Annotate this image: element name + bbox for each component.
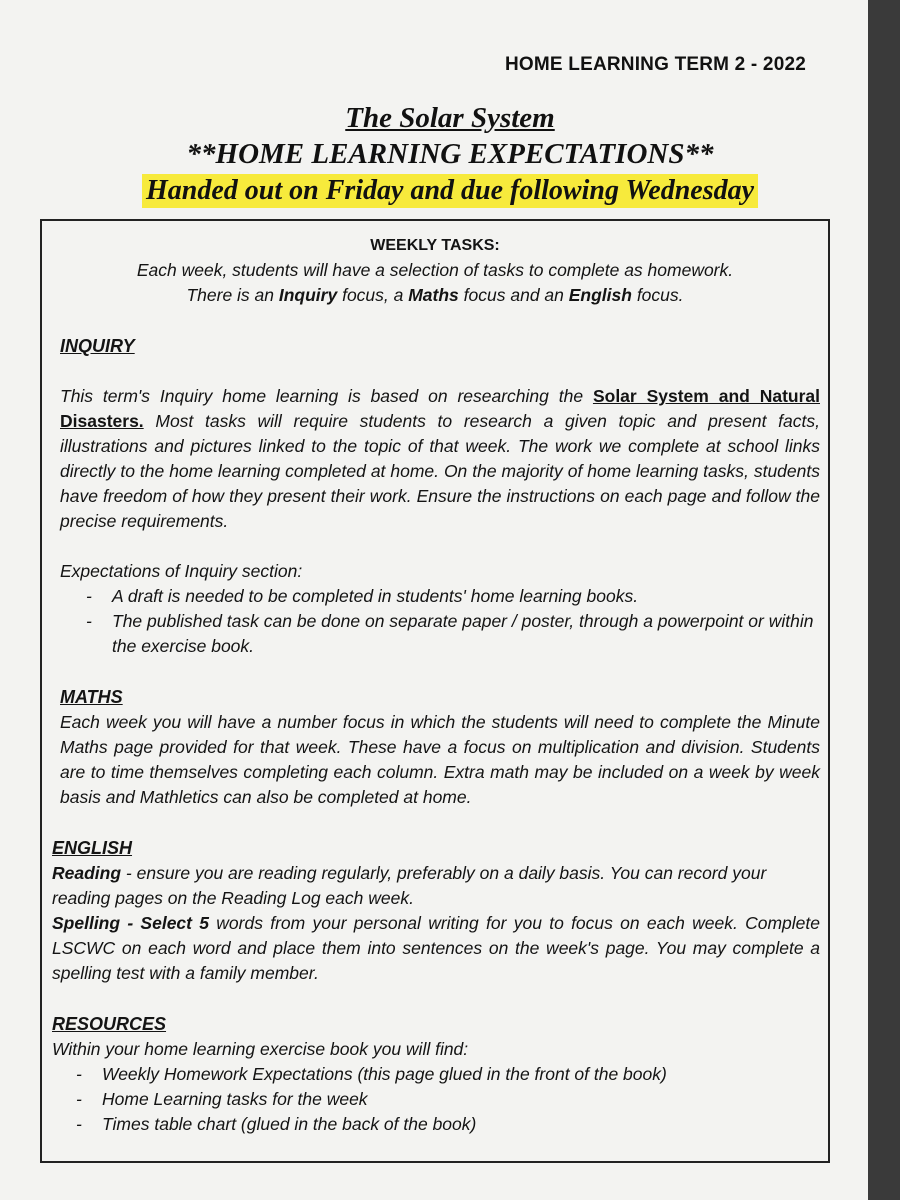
expectations-box [40,219,830,1163]
reading-paragraph [52,861,820,911]
text-fragment: focus. [631,285,684,305]
maths-focus-word: Maths [408,285,459,305]
due-date-highlight: Handed out on Friday and due following Wednesday [142,174,758,208]
text-fragment: There is an [186,285,279,305]
text-fragment: - ensure you are reading regularly, preferably on a daily basis. You can record your reading pages on the Reading Log each week. [52,863,767,908]
text-fragment: focus and an [458,285,569,305]
weekly-tasks-line1: Each week, students will have a selection of tasks to complete as homework. [136,260,734,280]
text-fragment: words from your personal writing for you to focus on each week. Complete LSCWC on each word and place them into sentences on the week's page. You may complete a spelling test with a family member. [52,913,820,983]
list-item: - Home Learning tasks for the week [76,1087,820,1112]
inquiry-paragraph [60,384,820,534]
list-item: - A draft is needed to be completed in students' home learning books. [86,584,820,609]
english-heading: ENGLISH [52,838,133,858]
text-fragment: Most tasks will require students to research a given topic and present facts, illustrations and pictures linked to the topic of that week. The work we complete at school links directly to the home learning completed at home. On the majority of home learning tasks, students have freedom of how they present their work. Ensure the instructions on each page and follow the precise requirements. [60,411,820,531]
spelling-paragraph [52,911,820,986]
inquiry-topic: Solar System and Natural Disasters. [60,386,820,431]
english-section [42,836,828,986]
resources-intro: Within your home learning exercise book you will find: [52,1039,469,1059]
resources-list [52,1062,820,1137]
text-fragment: This term's Inquiry home learning is based on researching the [60,386,593,406]
document-title: The Solar System [345,102,555,134]
reading-label: Reading [52,863,122,883]
list-item: - The published task can be done on separate paper / poster, through a powerpoint or within the exercise book. [86,609,820,659]
maths-paragraph: Each week you will have a number focus in which the students will need to complete the Minute Maths page provided for that week. These have a focus on multiplication and division. Students are to time themselves completing each column. Extra math may be included on a week by week basis and Mathletics can also be completed at home. [60,712,820,807]
title-block [0,100,900,208]
english-focus-word: English [568,285,632,305]
spelling-label: Spelling - Select 5 [52,913,209,933]
inquiry-heading: INQUIRY [60,336,135,356]
resources-section [42,1012,828,1137]
inquiry-expectations-list [60,584,820,659]
list-item: - Weekly Homework Expectations (this page glued in the front of the book) [76,1062,820,1087]
inquiry-focus-word: Inquiry [278,285,338,305]
document-subtitle: **HOME LEARNING EXPECTATIONS** [186,138,714,170]
inquiry-section [42,334,828,659]
maths-section [42,685,828,810]
weekly-tasks-heading: WEEKLY TASKS: [370,237,500,254]
weekly-tasks-line2 [42,283,828,308]
term-header: HOME LEARNING TERM 2 - 2022 [504,54,806,75]
maths-heading: MATHS [60,687,123,707]
list-item: - Times table chart (glued in the back of the book) [76,1112,820,1137]
resources-heading: RESOURCES [52,1014,167,1034]
text-fragment: focus, a [337,285,409,305]
inquiry-expectations-heading: Expectations of Inquiry section: [60,561,303,581]
